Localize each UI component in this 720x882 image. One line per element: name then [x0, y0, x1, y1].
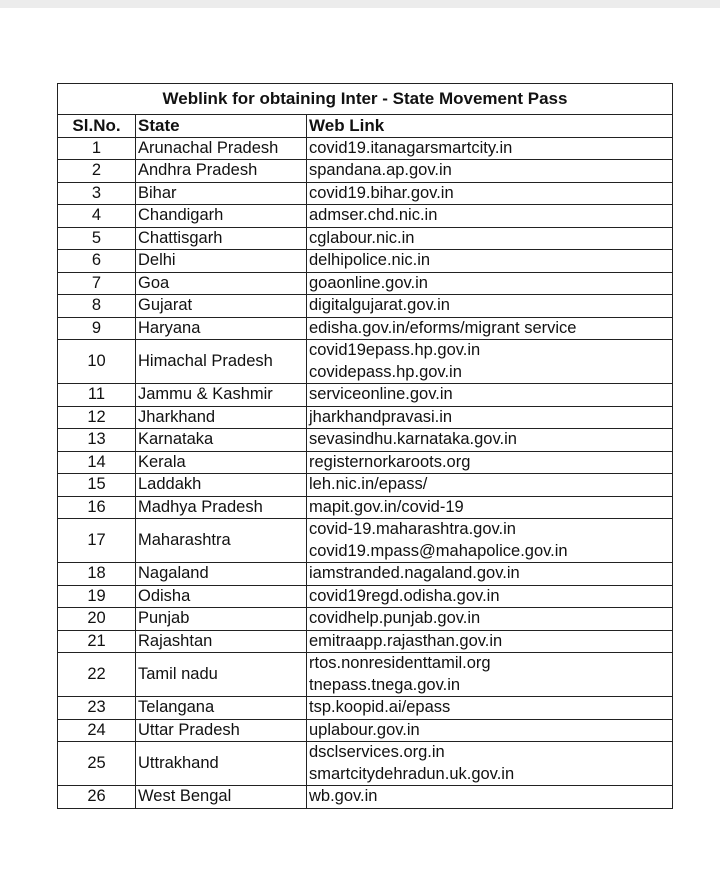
row-state: Chandigarh — [136, 205, 307, 228]
web-link-text: rtos.nonresidenttamil.org — [309, 654, 491, 672]
row-web-link-cell — [307, 608, 673, 631]
web-link-text: emitraapp.rajasthan.gov.in — [309, 631, 503, 650]
row-sl-no: 5 — [58, 227, 136, 250]
row-state: Punjab — [136, 608, 307, 631]
row-state: Jammu & Kashmir — [136, 384, 307, 407]
web-link-text: delhipolice.nic.in — [309, 251, 431, 269]
web-link-text: iamstranded.nagaland.gov.in — [309, 564, 520, 582]
row-sl-no: 26 — [58, 786, 136, 809]
web-link-text: goaonline.gov.in — [309, 273, 428, 292]
table-row — [58, 340, 673, 384]
web-link-text: mapit.gov.in/covid-19 — [309, 497, 464, 516]
row-sl-no: 16 — [58, 496, 136, 519]
row-web-link-cell — [307, 137, 673, 160]
row-sl-no: 20 — [58, 608, 136, 631]
table-row — [58, 429, 673, 452]
header-state: State — [136, 115, 307, 138]
table-row — [58, 406, 673, 429]
row-state: Laddakh — [136, 474, 307, 497]
row-state: Himachal Pradesh — [136, 340, 307, 384]
row-sl-no: 10 — [58, 340, 136, 384]
row-state: Nagaland — [136, 563, 307, 586]
header-sl-no: Sl.No. — [58, 115, 136, 138]
row-sl-no: 11 — [58, 384, 136, 407]
web-link-text: spandana.ap.gov.in — [309, 161, 452, 179]
row-state: Uttar Pradesh — [136, 719, 307, 742]
row-web-link-cell — [307, 160, 673, 183]
row-sl-no: 13 — [58, 429, 136, 452]
row-state: Rajashtan — [136, 630, 307, 653]
row-web-link-cell — [307, 205, 673, 228]
row-web-link-cell — [307, 429, 673, 452]
row-sl-no: 23 — [58, 697, 136, 720]
row-web-link-cell — [307, 384, 673, 407]
row-web-link-cell — [307, 786, 673, 809]
movement-pass-table — [57, 83, 673, 809]
table-row — [58, 137, 673, 160]
table-row — [58, 786, 673, 809]
table-row — [58, 317, 673, 340]
row-web-link-cell — [307, 653, 673, 697]
row-sl-no: 9 — [58, 317, 136, 340]
row-web-link-cell — [307, 182, 673, 205]
row-web-link-cell — [307, 719, 673, 742]
row-state: West Bengal — [136, 786, 307, 809]
row-sl-no: 24 — [58, 719, 136, 742]
table-row — [58, 295, 673, 318]
table-body — [58, 137, 673, 808]
row-sl-no: 14 — [58, 451, 136, 474]
viewer-top-bar — [0, 0, 720, 8]
table-row — [58, 697, 673, 720]
web-link-text: wb.gov.in — [309, 787, 378, 805]
row-web-link-cell — [307, 317, 673, 340]
web-link-text: covid-19.maharashtra.gov.in — [309, 520, 516, 538]
table-title: Weblink for obtaining Inter - State Movement Pass — [58, 84, 673, 115]
row-state: Maharashtra — [136, 519, 307, 563]
row-web-link-cell — [307, 742, 673, 786]
row-state: Haryana — [136, 317, 307, 340]
row-web-link-cell — [307, 474, 673, 497]
table-row — [58, 384, 673, 407]
row-state: Goa — [136, 272, 307, 295]
row-state: Arunachal Pradesh — [136, 137, 307, 160]
row-web-link-cell — [307, 519, 673, 563]
row-sl-no: 19 — [58, 585, 136, 608]
row-web-link-cell — [307, 340, 673, 384]
row-sl-no: 15 — [58, 474, 136, 497]
table-row — [58, 160, 673, 183]
row-web-link-cell — [307, 250, 673, 273]
row-sl-no: 6 — [58, 250, 136, 273]
row-web-link-cell — [307, 295, 673, 318]
row-web-link-cell — [307, 496, 673, 519]
row-sl-no: 21 — [58, 630, 136, 653]
table-row — [58, 182, 673, 205]
row-sl-no: 8 — [58, 295, 136, 318]
row-state: Kerala — [136, 451, 307, 474]
table-row — [58, 496, 673, 519]
web-link-text: digitalgujarat.gov.in — [309, 296, 450, 314]
row-web-link-cell — [307, 272, 673, 295]
row-sl-no: 3 — [58, 182, 136, 205]
web-link-text: edisha.gov.in/eforms/migrant service — [309, 318, 577, 337]
table-row — [58, 719, 673, 742]
document-sheet — [57, 83, 672, 809]
row-web-link-cell — [307, 585, 673, 608]
table-row — [58, 608, 673, 631]
web-link-text: registernorkaroots.org — [309, 452, 471, 471]
table-row — [58, 585, 673, 608]
web-link-text: leh.nic.in/epass/ — [309, 475, 428, 493]
row-sl-no: 22 — [58, 653, 136, 697]
row-state: Chattisgarh — [136, 227, 307, 250]
web-link-text: covid19.bihar.gov.in — [309, 183, 454, 202]
web-link-text: tsp.koopid.ai/epass — [309, 698, 451, 716]
row-sl-no: 17 — [58, 519, 136, 563]
row-state: Madhya Pradesh — [136, 496, 307, 519]
table-row — [58, 205, 673, 228]
table-row — [58, 519, 673, 563]
row-sl-no: 12 — [58, 406, 136, 429]
row-state: Delhi — [136, 250, 307, 273]
row-state: Tamil nadu — [136, 653, 307, 697]
table-row — [58, 451, 673, 474]
web-link-text: smartcitydehradun.uk.gov.in — [309, 764, 515, 783]
header-web-link: Web Link — [307, 115, 673, 138]
row-sl-no: 18 — [58, 563, 136, 586]
table-row — [58, 563, 673, 586]
web-link-text: covid19.itanagarsmartcity.in — [309, 138, 513, 157]
web-link-text: covid19epass.hp.gov.in — [309, 341, 481, 359]
row-web-link-cell — [307, 227, 673, 250]
row-web-link-cell — [307, 406, 673, 429]
web-link-text: covidepass.hp.gov.in — [309, 362, 462, 381]
row-sl-no: 2 — [58, 160, 136, 183]
web-link-text: covidhelp.punjab.gov.in — [309, 609, 481, 627]
web-link-text: sevasindhu.karnataka.gov.in — [309, 430, 517, 448]
row-state: Andhra Pradesh — [136, 160, 307, 183]
row-sl-no: 25 — [58, 742, 136, 786]
web-link-text: admser.chd.nic.in — [309, 206, 438, 224]
row-state: Telangana — [136, 697, 307, 720]
row-web-link-cell — [307, 451, 673, 474]
row-sl-no: 1 — [58, 137, 136, 160]
row-state: Karnataka — [136, 429, 307, 452]
row-sl-no: 4 — [58, 205, 136, 228]
row-state: Uttrakhand — [136, 742, 307, 786]
row-web-link-cell — [307, 697, 673, 720]
web-link-text: uplabour.gov.in — [309, 720, 420, 739]
row-web-link-cell — [307, 563, 673, 586]
row-web-link-cell — [307, 630, 673, 653]
table-row — [58, 272, 673, 295]
web-link-text: tnepass.tnega.gov.in — [309, 675, 461, 694]
web-link-text: covid19.mpass@mahapolice.gov.in — [309, 541, 568, 560]
table-row — [58, 630, 673, 653]
table-row — [58, 742, 673, 786]
row-state: Jharkhand — [136, 406, 307, 429]
web-link-text: serviceonline.gov.in — [309, 385, 453, 403]
table-row — [58, 474, 673, 497]
table-row — [58, 653, 673, 697]
table-row — [58, 250, 673, 273]
header-row — [58, 115, 673, 138]
web-link-text: covid19regd.odisha.gov.in — [309, 586, 500, 605]
row-state: Bihar — [136, 182, 307, 205]
web-link-text: cglabour.nic.in — [309, 228, 415, 247]
row-sl-no: 7 — [58, 272, 136, 295]
row-state: Odisha — [136, 585, 307, 608]
table-row — [58, 227, 673, 250]
web-link-text: dsclservices.org.in — [309, 743, 445, 761]
web-link-text: jharkhandpravasi.in — [309, 407, 453, 426]
title-row — [58, 84, 673, 115]
row-state: Gujarat — [136, 295, 307, 318]
